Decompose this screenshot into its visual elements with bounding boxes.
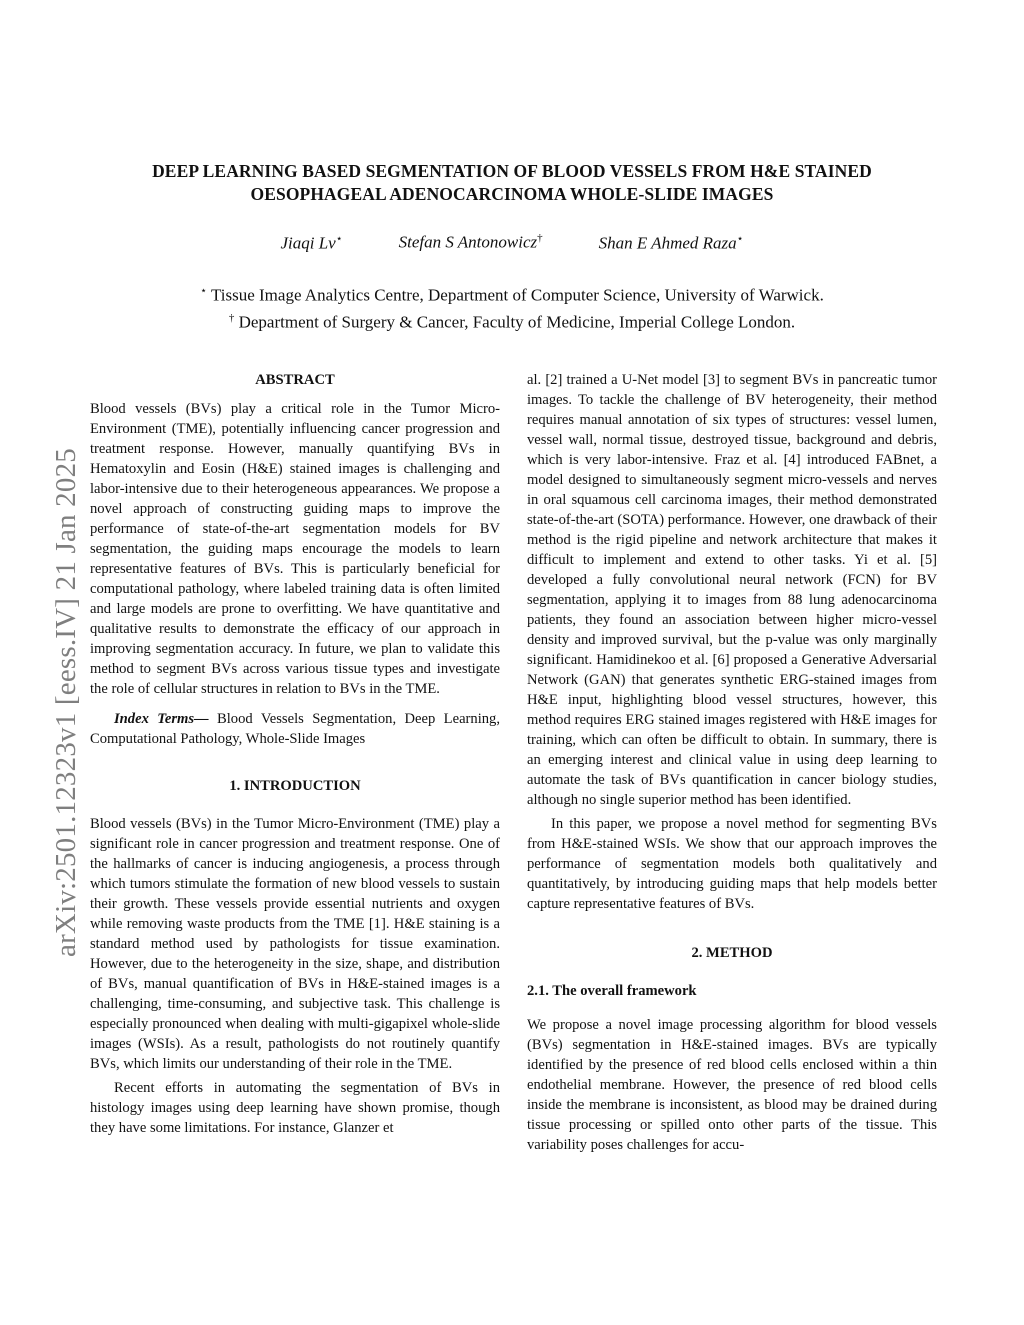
- index-terms-list: Blood Vessels Segmentation, Deep Learning, Computational Pathology, Whole-Slide Images: [90, 711, 501, 747]
- intro-paragraph: Recent efforts in automating the segmentation of BVs in histology images using deep learning have shown promise, though they have some limitations. For instance, Glanzer et: [90, 1080, 500, 1136]
- abstract-body: Blood vessels (BVs) play a critical role in the Tumor Micro-Environment (TME), potentially influencing cancer progression and treatment response. However, manually quantifying BVs in Hematoxylin and Eosin (H&E) stained images is challenging and labor-intensive due to their heterogeneous appearances. We propose a novel approach of constructing guiding maps to improve the performance of state-of-the-art segmentation models for BV segmentation, the guiding maps encourage the models to learn representative features of BVs. This is particularly beneficial for computational pathology, where labeled training data is often limited and large models are prone to overfitting. We have quantitative and qualitative results to demonstrate the efficacy of our approach in improving segmentation accuracy. In future, we plan to validate this method to segment BVs across various tissue types and investigate the role of cellular structures in relation to BVs in the TME.: [90, 401, 500, 697]
- index-terms: [90, 709, 500, 749]
- author: Stefan S Antonowicz†: [398, 232, 543, 252]
- affiliations: [80, 280, 944, 333]
- affiliation: ⋆ Tissue Image Analytics Centre, Department of Computer Science, University of Warwick.: [200, 285, 824, 305]
- abstract-heading: ABSTRACT: [255, 372, 335, 388]
- left-column: [90, 370, 500, 1138]
- right-column: [527, 370, 937, 1155]
- affiliation: † Department of Surgery & Cancer, Faculty of Medicine, Imperial College London.: [228, 311, 796, 332]
- intro-paragraph: In this paper, we propose a novel method for segmenting BVs from H&E-stained WSIs. We show that our approach improves the performance of segmentation models both qualitatively and quantitatively, by introducing guiding maps that help models better capture representative features of BVs.: [527, 816, 937, 912]
- index-terms-label: Index Terms—: [114, 711, 209, 727]
- method-heading: 2. METHOD: [691, 945, 773, 961]
- title-line-2: OESOPHAGEAL ADENOCARCINOMA WHOLE-SLIDE IMAGES: [250, 184, 774, 204]
- paper-title: [80, 160, 944, 206]
- title-line-1: DEEP LEARNING BASED SEGMENTATION OF BLOOD VESSELS FROM H&E STAINED: [152, 161, 872, 181]
- intro-paragraph-continued: al. [2] trained a U-Net model [3] to segment BVs in pancreatic tumor images. To tackle the challenge of BV heterogeneity, their method requires manual annotation of six types of structures: vessel lumen, vessel wall, normal tissue, destroyed tissue, background and debris, which is very labor-intensive. Fraz et al. [4] introduced FABnet, a model designed to simultaneously segment micro-vessels and nerves in oral squamous cell carcinoma images, their method demonstrated state-of-the-art (SOTA) performance. However, one drawback of their method is the rigid pipeline and network architecture that makes it difficult to implement and extend to other tasks. Yi et al. [5] developed a fully convolutional neural network (FCN) for BV segmentation, applying it to images from 88 lung adenocarcinoma patients, they found an association between higher micro-vessel density and improved survival, but the p-value was only marginally significant. Hamidinekoo et al. [6] proposed a Generative Adversarial Network (GAN) that generates synthetic ERG-stained images from H&E input, highlighting blood vessel structures, however, this method requires ERG stained images registered with H&E images for training, which can often be difficult to obtain. In summary, there is an emerging interest and clinical value in using deep learning to automate the task of BVs quantification in cancer biology studies, although no single superior method has been identified.: [527, 372, 937, 808]
- subsection-heading: 2.1. The overall framework: [527, 983, 697, 999]
- introduction-heading: 1. INTRODUCTION: [229, 778, 361, 794]
- method-paragraph: We propose a novel image processing algorithm for blood vessels (BVs) segmentation in H&E-stained images. BVs are typically identified by the presence of red blood cells enclosed within a thin endothelial membrane. However, the presence of red blood cells inside the membrane is inconsistent, as blood may be drained during tissue processing or spilled onto other parts of the tissue. This variability poses challenges for accu-: [527, 1017, 937, 1153]
- intro-paragraph: Blood vessels (BVs) in the Tumor Micro-Environment (TME) play a significant role in cancer progression and treatment response. One of the hallmarks of cancer is inducing angiogenesis, a process through which tumors stimulate the formation of new blood vessels to sustain their growth. These vessels provide essential nutrients and oxygen while removing waste products from the TME [1]. H&E staining is a standard method used by pathologists for tissue examination. However, due to the heterogeneity in the size, shape, and distribution of BVs, manual quantification of BVs in H&E-stained images is a challenging, time-consuming, and subjective task. This challenge is especially pronounced when dealing with multi-gigapixel whole-slide images (WSIs). As a result, pathologists do not routinely quantify BVs, which limits our understanding of their role in the TME.: [90, 816, 500, 1072]
- author: Jiaqi Lv⋆: [280, 233, 343, 253]
- arxiv-side-stamp: arXiv:2501.12323v1 [eess.IV] 21 Jan 2025: [50, 448, 82, 957]
- author: Shan E Ahmed Raza⋆: [598, 233, 744, 253]
- author-list: [80, 232, 944, 254]
